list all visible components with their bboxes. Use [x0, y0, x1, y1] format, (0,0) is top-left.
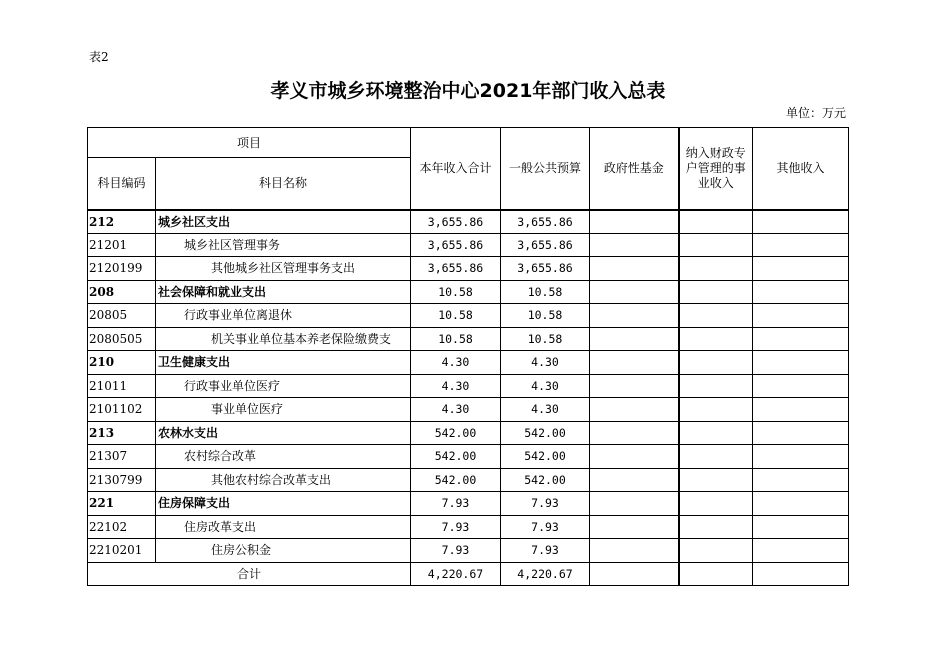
special-account-cell	[679, 398, 753, 422]
code-cell: 210	[88, 351, 156, 375]
gov-fund-cell	[590, 445, 679, 469]
table-row	[88, 445, 849, 469]
total-cell: 4.30	[411, 374, 501, 398]
code-cell: 22102	[88, 515, 156, 539]
header-special-account: 纳入财政专户管理的事业收入	[679, 128, 753, 210]
total-cell: 7.93	[411, 515, 501, 539]
general-budget-cell: 10.58	[501, 304, 590, 328]
table-row	[88, 421, 849, 445]
table-number: 表2	[89, 50, 109, 64]
gov-fund-cell	[590, 492, 679, 516]
name-cell: 农村综合改革	[156, 445, 411, 469]
general-budget-cell: 3,655.86	[501, 257, 590, 281]
gov-fund-cell	[590, 280, 679, 304]
gov-fund-cell	[590, 515, 679, 539]
special-account-cell	[679, 351, 753, 375]
general-budget-cell: 542.00	[501, 468, 590, 492]
special-account-cell	[679, 515, 753, 539]
special-account-cell	[679, 327, 753, 351]
name-cell: 城乡社区支出	[156, 210, 411, 234]
other-income-cell	[753, 374, 849, 398]
code-cell: 212	[88, 210, 156, 234]
general-budget-cell: 3,655.86	[501, 233, 590, 257]
general-budget-cell: 3,655.86	[501, 210, 590, 234]
code-cell: 2080505	[88, 327, 156, 351]
general-budget-cell: 10.58	[501, 280, 590, 304]
name-cell: 行政事业单位离退休	[156, 304, 411, 328]
other-income-cell	[753, 515, 849, 539]
header-code: 科目编码	[88, 158, 156, 210]
total-cell: 3,655.86	[411, 233, 501, 257]
other-income-cell	[753, 468, 849, 492]
table-row	[88, 374, 849, 398]
total-cell: 4.30	[411, 351, 501, 375]
general-budget-cell: 4.30	[501, 351, 590, 375]
other-income-cell	[753, 257, 849, 281]
other-income-cell	[753, 492, 849, 516]
table-row	[88, 233, 849, 257]
total-cell: 3,655.86	[411, 210, 501, 234]
gov-fund-cell	[590, 539, 679, 563]
other-income-cell	[753, 210, 849, 234]
header-name: 科目名称	[156, 158, 411, 210]
table-row	[88, 210, 849, 234]
table-row	[88, 351, 849, 375]
code-cell: 2210201	[88, 539, 156, 563]
header-project: 项目	[88, 128, 411, 158]
general-budget-cell: 4.30	[501, 398, 590, 422]
summary-total: 4,220.67	[411, 562, 501, 586]
code-cell: 208	[88, 280, 156, 304]
name-cell: 机关事业单位基本养老保险缴费支	[156, 327, 411, 351]
header-total: 本年收入合计	[411, 128, 501, 210]
general-budget-cell: 4.30	[501, 374, 590, 398]
total-cell: 542.00	[411, 421, 501, 445]
total-cell: 7.93	[411, 539, 501, 563]
other-income-cell	[753, 327, 849, 351]
header-gov-fund: 政府性基金	[590, 128, 679, 210]
gov-fund-cell	[590, 304, 679, 328]
gov-fund-cell	[590, 374, 679, 398]
total-cell: 542.00	[411, 468, 501, 492]
other-income-cell	[753, 280, 849, 304]
unit-label: 单位：万元	[785, 106, 846, 120]
header-other-income: 其他收入	[753, 128, 849, 210]
summary-row	[88, 562, 849, 586]
table-row	[88, 327, 849, 351]
special-account-cell	[679, 468, 753, 492]
name-cell: 住房保障支出	[156, 492, 411, 516]
summary-special-account	[679, 562, 753, 586]
name-cell: 社会保障和就业支出	[156, 280, 411, 304]
name-cell: 行政事业单位医疗	[156, 374, 411, 398]
general-budget-cell: 7.93	[501, 515, 590, 539]
other-income-cell	[753, 233, 849, 257]
name-cell: 城乡社区管理事务	[156, 233, 411, 257]
name-cell: 其他城乡社区管理事务支出	[156, 257, 411, 281]
gov-fund-cell	[590, 257, 679, 281]
code-cell: 21201	[88, 233, 156, 257]
name-cell: 卫生健康支出	[156, 351, 411, 375]
gov-fund-cell	[590, 327, 679, 351]
name-cell: 事业单位医疗	[156, 398, 411, 422]
gov-fund-cell	[590, 351, 679, 375]
table-row	[88, 492, 849, 516]
special-account-cell	[679, 492, 753, 516]
summary-general-budget: 4,220.67	[501, 562, 590, 586]
other-income-cell	[753, 351, 849, 375]
header-general-budget: 一般公共预算	[501, 128, 590, 210]
total-cell: 7.93	[411, 492, 501, 516]
table-row	[88, 257, 849, 281]
other-income-cell	[753, 398, 849, 422]
summary-gov-fund	[590, 562, 679, 586]
table-row	[88, 304, 849, 328]
name-cell: 其他农村综合改革支出	[156, 468, 411, 492]
general-budget-cell: 542.00	[501, 421, 590, 445]
income-table	[87, 127, 849, 586]
summary-label: 合计	[88, 562, 411, 586]
general-budget-cell: 7.93	[501, 492, 590, 516]
special-account-cell	[679, 421, 753, 445]
special-account-cell	[679, 304, 753, 328]
special-account-cell	[679, 280, 753, 304]
table-row	[88, 468, 849, 492]
gov-fund-cell	[590, 421, 679, 445]
name-cell: 住房改革支出	[156, 515, 411, 539]
code-cell: 221	[88, 492, 156, 516]
other-income-cell	[753, 539, 849, 563]
general-budget-cell: 542.00	[501, 445, 590, 469]
table-row	[88, 515, 849, 539]
code-cell: 21307	[88, 445, 156, 469]
gov-fund-cell	[590, 468, 679, 492]
special-account-cell	[679, 445, 753, 469]
summary-other-income	[753, 562, 849, 586]
table-row	[88, 280, 849, 304]
other-income-cell	[753, 445, 849, 469]
other-income-cell	[753, 421, 849, 445]
special-account-cell	[679, 257, 753, 281]
code-cell: 21011	[88, 374, 156, 398]
other-income-cell	[753, 304, 849, 328]
page-title: 孝义市城乡环境整治中心2021年部门收入总表	[270, 80, 666, 102]
gov-fund-cell	[590, 210, 679, 234]
gov-fund-cell	[590, 233, 679, 257]
total-cell: 4.30	[411, 398, 501, 422]
header-row-1	[88, 128, 849, 158]
gov-fund-cell	[590, 398, 679, 422]
total-cell: 542.00	[411, 445, 501, 469]
table-row	[88, 398, 849, 422]
code-cell: 20805	[88, 304, 156, 328]
special-account-cell	[679, 539, 753, 563]
special-account-cell	[679, 233, 753, 257]
name-cell: 住房公积金	[156, 539, 411, 563]
general-budget-cell: 10.58	[501, 327, 590, 351]
special-account-cell	[679, 374, 753, 398]
table-row	[88, 539, 849, 563]
total-cell: 10.58	[411, 327, 501, 351]
code-cell: 2101102	[88, 398, 156, 422]
code-cell: 213	[88, 421, 156, 445]
special-account-cell	[679, 210, 753, 234]
code-cell: 2130799	[88, 468, 156, 492]
name-cell: 农林水支出	[156, 421, 411, 445]
total-cell: 10.58	[411, 304, 501, 328]
total-cell: 3,655.86	[411, 257, 501, 281]
total-cell: 10.58	[411, 280, 501, 304]
general-budget-cell: 7.93	[501, 539, 590, 563]
code-cell: 2120199	[88, 257, 156, 281]
